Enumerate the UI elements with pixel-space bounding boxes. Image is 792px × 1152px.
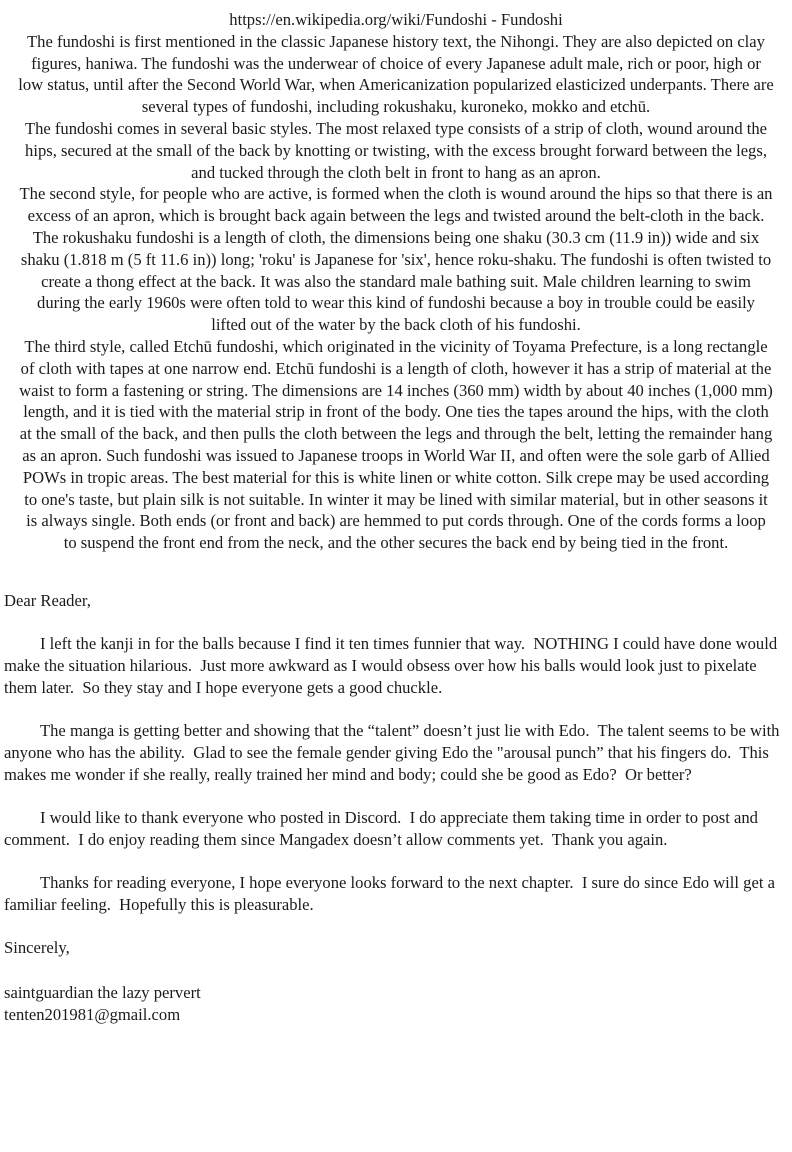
letter-paragraph-2: The manga is getting better and showing that the “talent” doesn’t just lie with Edo. The talent seems to be with anyone who has the ability. Glad to see the female gender giving Edo the "arousal punch” that his fingers do. This makes me wonder if she really, really trained her mind and body; could she be good as Edo? Or better? — [4, 720, 784, 784]
letter-paragraph-1: I left the kanji in for the balls because I find it ten times funnier that way. NOTHING I could have done would make the situation hilarious. Just more awkward as I would obsess over how his balls would look just to pixelate them later. So they stay and I hope everyone gets a good chuckle. — [4, 633, 782, 697]
closing: Sincerely, — [4, 937, 70, 957]
wiki-paragraph-2: The fundoshi comes in several basic styles. The most relaxed type consists of a strip of cloth, wound around the hips, secured at the small of the back by knotting or twisting, with the excess brought forward between the legs, and tucked through the cloth belt in front to hang as an apron. — [24, 118, 768, 182]
author-letter-section — [4, 590, 788, 1026]
wiki-paragraph-4: The third style, called Etchū fundoshi, which originated in the vicinity of Toyama Prefecture, is a long rectangle of cloth with tapes at one narrow end. Etchū fundoshi is a length of cloth, however it has a strip of material at the waist to form a fastening or string. The dimensions are 14 inches (360 mm) width by about 40 inches (1,000 mm) length, and it is tied with the material strip in front of the body. One ties the tapes around the hips, with the cloth at the small of the back, and then pulls the cloth between the legs and through the belt, letting the remainder hang as an apron. Such fundoshi was issued to Japanese troops in World War II, and often were the sole garb of Allied POWs in tropic areas. The best material for this is white linen or white cotton. Silk crepe may be used according to one's taste, but plain silk is not suitable. In winter it may be lined with similar material, but in other seasons it is always single. Both ends (or front and back) are hemmed to put cords through. One of the cords forms a loop to suspend the front end from the neck, and the other secures the back end by being tied in the front. — [19, 336, 773, 553]
wiki-paragraph-1: The fundoshi is first mentioned in the classic Japanese history text, the Nihongi. They are also depicted on clay figures, haniwa. The fundoshi was the underwear of choice of every Japanese adult male, rich or poor, high or low status, until after the Second World War, when Americanization popularized elasticized underpants. There are several types of fundoshi, including rokushaku, kuroneko, mokko and etchū. — [18, 31, 774, 117]
letter-paragraph-4: Thanks for reading everyone, I hope everyone looks forward to the next chapter. I sure do since Edo will get a familiar feeling. Hopefully this is pleasurable. — [4, 872, 780, 914]
salutation: Dear Reader, — [4, 590, 91, 610]
signature-email: tenten201981@gmail.com — [4, 1004, 181, 1024]
wiki-paragraph-3: The second style, for people who are active, is formed when the cloth is wound around the hips so that there is an excess of an apron, which is brought back again between the legs and twisted around the belt-cloth in the back. The rokushaku fundoshi is a length of cloth, the dimensions being one shaku (30.3 cm (11.9 in)) wide and six shaku (1.818 m (5 ft 11.6 in)) long; 'roku' is Japanese for 'six', hence roku-shaku. The fundoshi is often twisted to create a thong effect at the back. It was also the standard male bathing suit. Male children learning to swim during the early 1960s were often told to wear this kind of fundoshi because a boy in trouble could be easily lifted out of the water by the back cloth of his fundoshi. — [19, 184, 773, 335]
letter-paragraph-3: I would like to thank everyone who posted in Discord. I do appreciate them taking time in order to post and comment. I do enjoy reading them since Mangadex doesn’t allow comments yet. Thank you again. — [4, 807, 763, 849]
source-url: https://en.wikipedia.org/wiki/Fundoshi - Fundoshi — [229, 10, 563, 29]
wiki-excerpt-section — [4, 9, 788, 554]
signature-name: saintguardian the lazy pervert — [4, 982, 201, 1002]
